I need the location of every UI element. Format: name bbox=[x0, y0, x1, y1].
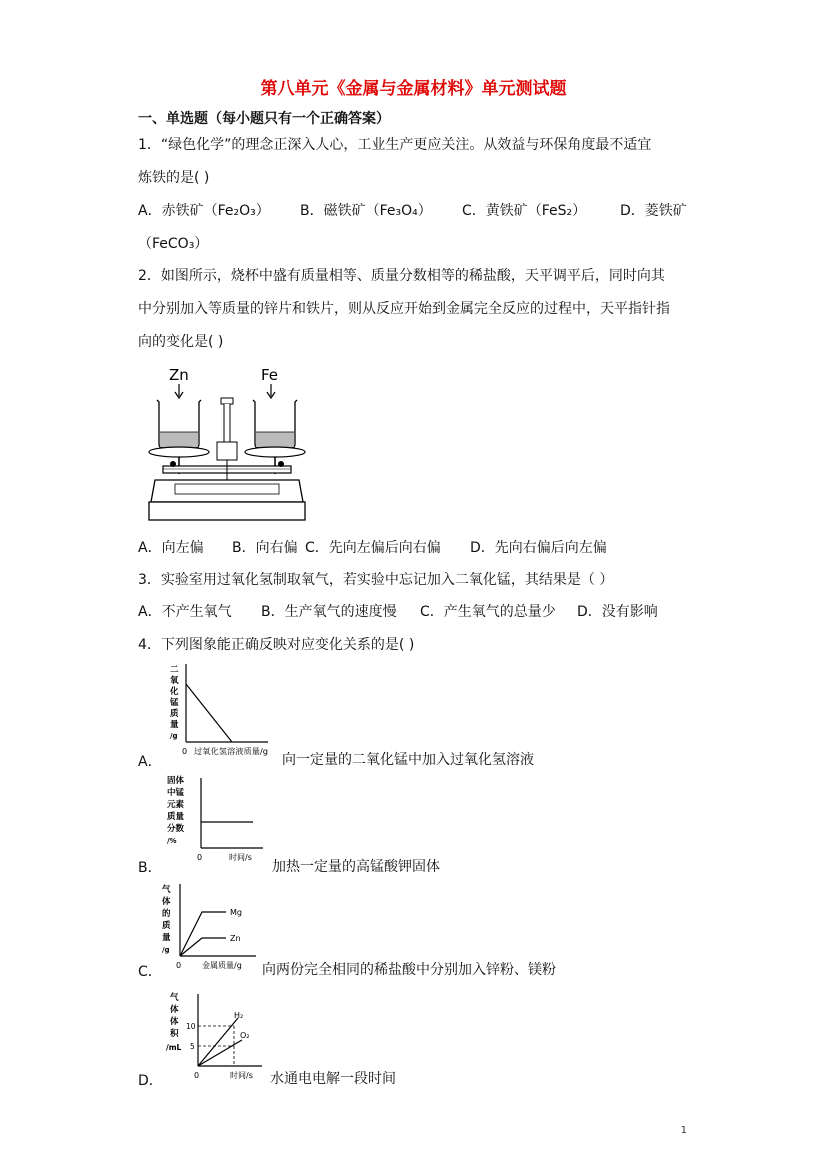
q4-c-series-zn-label: Zn bbox=[230, 934, 241, 943]
q1-option-b: B．磁铁矿（Fe₃O₄） bbox=[300, 203, 432, 219]
q2-option-a: A．向左偏 bbox=[138, 540, 204, 556]
q4-a-ylabel-0: 二 bbox=[170, 665, 179, 675]
q4-d-series-h2-label: H₂ bbox=[234, 1011, 244, 1020]
q4-c-ylabel-5: /g bbox=[162, 946, 170, 954]
q4-d-ylabel-2: 体 bbox=[170, 1017, 179, 1027]
q4-a-ylabel-4: 质 bbox=[170, 709, 179, 719]
q4-option-a-text: 向一定量的二氧化锰中加入过氧化氢溶液 bbox=[282, 752, 534, 768]
q4-c-series-mg-label: Mg bbox=[230, 908, 242, 917]
section-heading: 一、单选题（每小题只有一个正确答案） bbox=[138, 111, 390, 127]
q4-d-tick-10: 10 bbox=[186, 1022, 196, 1031]
q4-d-graph bbox=[162, 988, 266, 1082]
q3-option-c: C．产生氧气的总量少 bbox=[420, 604, 556, 620]
q1-stem-line1: 1．“绿色化学”的理念正深入人心，工业生产更应关注。从效益与环保角度最不适宜 bbox=[138, 137, 652, 153]
q1-option-d-formula: （FeCO₃） bbox=[138, 236, 209, 252]
q3-option-b: B．生产氧气的速度慢 bbox=[261, 604, 397, 620]
q3-stem: 3．实验室用过氧化氢制取氧气，若实验中忘记加入二氧化锰，其结果是（ ） bbox=[138, 572, 614, 588]
q4-d-ylabel-0: 气 bbox=[170, 993, 179, 1003]
q4-c-ylabel-0: 气 bbox=[162, 885, 171, 895]
q4-c-origin: 0 bbox=[176, 961, 182, 970]
page-number: 1 bbox=[680, 1125, 687, 1136]
q4-option-d-letter: D． bbox=[138, 1073, 163, 1089]
q1-option-a: A．赤铁矿（Fe₂O₃） bbox=[138, 203, 270, 219]
q4-b-origin: 0 bbox=[197, 853, 203, 862]
q2-stem-line1: 2．如图所示，烧杯中盛有质量相等、质量分数相等的稀盐酸，天平调平后，同时向其 bbox=[138, 268, 665, 284]
q4-d-origin: 0 bbox=[194, 1071, 200, 1080]
q4-c-xlabel: 金属质量/g bbox=[202, 961, 242, 970]
q3-option-d: D．没有影响 bbox=[577, 604, 658, 620]
q4-b-ylabel-3: 质量 bbox=[167, 812, 185, 822]
q4-d-ylabel-3: 积 bbox=[170, 1029, 179, 1039]
q4-d-ylabel-1: 体 bbox=[170, 1005, 179, 1015]
q4-b-ylabel-0: 固体 bbox=[167, 776, 185, 786]
q4-option-c-text: 向两份完全相同的稀盐酸中分别加入锌粉、镁粉 bbox=[262, 962, 556, 978]
q2-stem-line2: 中分别加入等质量的锌片和铁片，则从反应开始到金属完全反应的过程中，天平指针指 bbox=[138, 301, 670, 317]
q4-d-xlabel: 时间/s bbox=[230, 1071, 253, 1080]
q4-option-c-letter: C． bbox=[138, 964, 162, 980]
q4-option-a-letter: A． bbox=[138, 754, 162, 770]
q2-stem-line3: 向的变化是( ) bbox=[138, 334, 224, 350]
q4-b-graph bbox=[165, 772, 265, 864]
q1-stem-line2: 炼铁的是( ) bbox=[138, 170, 210, 186]
q4-b-ylabel-4: 分数 bbox=[167, 824, 185, 834]
q4-b-ylabel-2: 元素 bbox=[167, 800, 185, 810]
q4-a-ylabel-6: /g bbox=[170, 732, 178, 740]
q4-d-series-o2-label: O₂ bbox=[240, 1031, 250, 1040]
q4-d-tick-5: 5 bbox=[190, 1042, 195, 1051]
q2-option-b: B．向右偏 bbox=[232, 540, 298, 556]
q4-option-b-letter: B． bbox=[138, 860, 162, 876]
q4-a-graph bbox=[168, 662, 272, 760]
q4-a-ylabel-3: 锰 bbox=[170, 698, 179, 708]
q4-b-ylabel-5: /% bbox=[167, 837, 177, 845]
q4-a-ylabel-1: 氧 bbox=[170, 676, 179, 686]
q1-option-c: C．黄铁矿（FeS₂） bbox=[462, 203, 587, 219]
q4-a-xlabel: 过氧化氢溶液质量/g bbox=[194, 747, 266, 756]
zn-label: Zn bbox=[169, 366, 189, 384]
q4-c-graph bbox=[160, 880, 260, 972]
q3-option-a: A．不产生氧气 bbox=[138, 604, 232, 620]
q4-a-ylabel-5: 量 bbox=[170, 720, 179, 730]
balance-figure bbox=[145, 362, 310, 527]
q4-c-ylabel-1: 体 bbox=[162, 897, 171, 907]
q4-b-xlabel: 时间/s bbox=[229, 853, 252, 862]
q2-option-c: C．先向左偏后向右偏 bbox=[305, 540, 441, 556]
q4-option-b-text: 加热一定量的高锰酸钾固体 bbox=[272, 859, 440, 875]
q4-c-ylabel-3: 质 bbox=[162, 921, 171, 931]
q4-option-d-text: 水通电电解一段时间 bbox=[270, 1071, 396, 1087]
q2-option-d: D．先向右偏后向左偏 bbox=[470, 540, 607, 556]
q4-c-ylabel-2: 的 bbox=[162, 909, 171, 919]
q4-c-ylabel-4: 量 bbox=[162, 933, 171, 943]
q1-option-d: D．菱铁矿 bbox=[620, 203, 687, 219]
q4-stem: 4．下列图象能正确反映对应变化关系的是( ) bbox=[138, 637, 415, 653]
fe-label: Fe bbox=[261, 366, 279, 384]
q4-b-ylabel-1: 中锰 bbox=[167, 788, 185, 798]
q4-a-ylabel-2: 化 bbox=[170, 687, 179, 697]
q4-d-ylabel-4: /mL bbox=[166, 1043, 182, 1052]
q4-a-origin: 0 bbox=[182, 747, 188, 756]
page-title: 第八单元《金属与金属材料》单元测试题 bbox=[260, 79, 567, 99]
